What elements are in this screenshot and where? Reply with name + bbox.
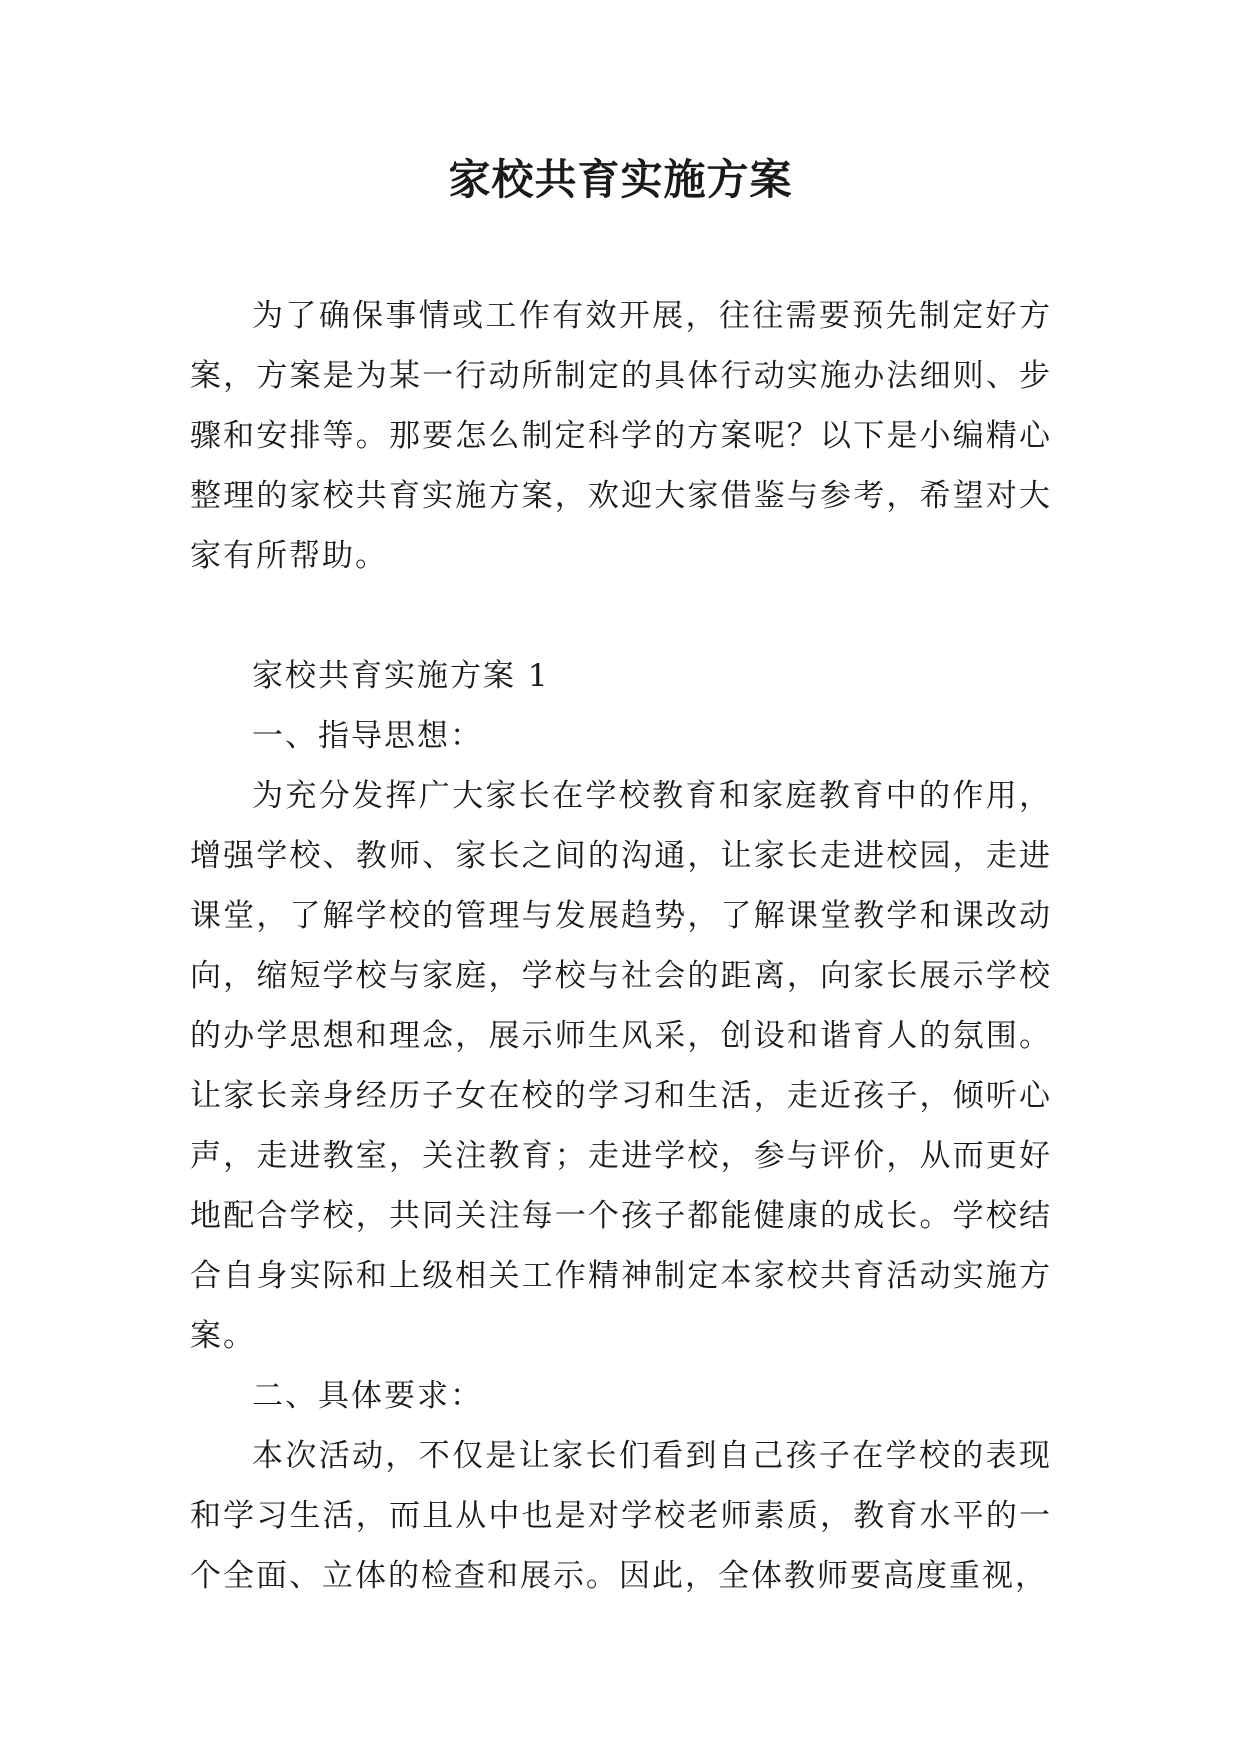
document-body <box>190 286 1052 1606</box>
heading-guiding-thought: 一、指导思想： <box>252 718 483 754</box>
section-title: 家校共育实施方案 1 <box>252 658 550 694</box>
intro-paragraph: 为了确保事情或工作有效开展，往往需要预先制定好方案，方案是为某一行动所制定的具体行动实施办法细则、步骤和安排等。那要怎么制定科学的方案呢？以下是小编精心整理的家校共育实施方案，欢迎大家借鉴与参考，希望对大家有所帮助。 <box>190 298 1052 574</box>
paragraph-requirements: 本次活动，不仅是让家长们看到自己孩子在学校的表现和学习生活，而且从中也是对学校老师素质，教育水平的一个全面、立体的检查和展示。因此，全体教师要高度重视， <box>190 1438 1052 1594</box>
heading-requirements: 二、具体要求： <box>252 1378 483 1414</box>
paragraph-guiding-thought: 为充分发挥广大家长在学校教育和家庭教育中的作用，增强学校、教师、家长之间的沟通，让家长走进校园，走进课堂，了解学校的管理与发展趋势，了解课堂教学和课改动向，缩短学校与家庭，学校与社会的距离，向家长展示学校的办学思想和理念，展示师生风采，创设和谐育人的氛围。让家长亲身经历子女在校的学习和生活，走近孩子，倾听心声，走进教室，关注教育；走进学校，参与评价，从而更好地配合学校，共同关注每一个孩子都能健康的成长。学校结合自身实际和上级相关工作精神制定本家校共育活动实施方案。 <box>190 778 1052 1354</box>
document-title: 家校共育实施方案 <box>448 155 793 204</box>
